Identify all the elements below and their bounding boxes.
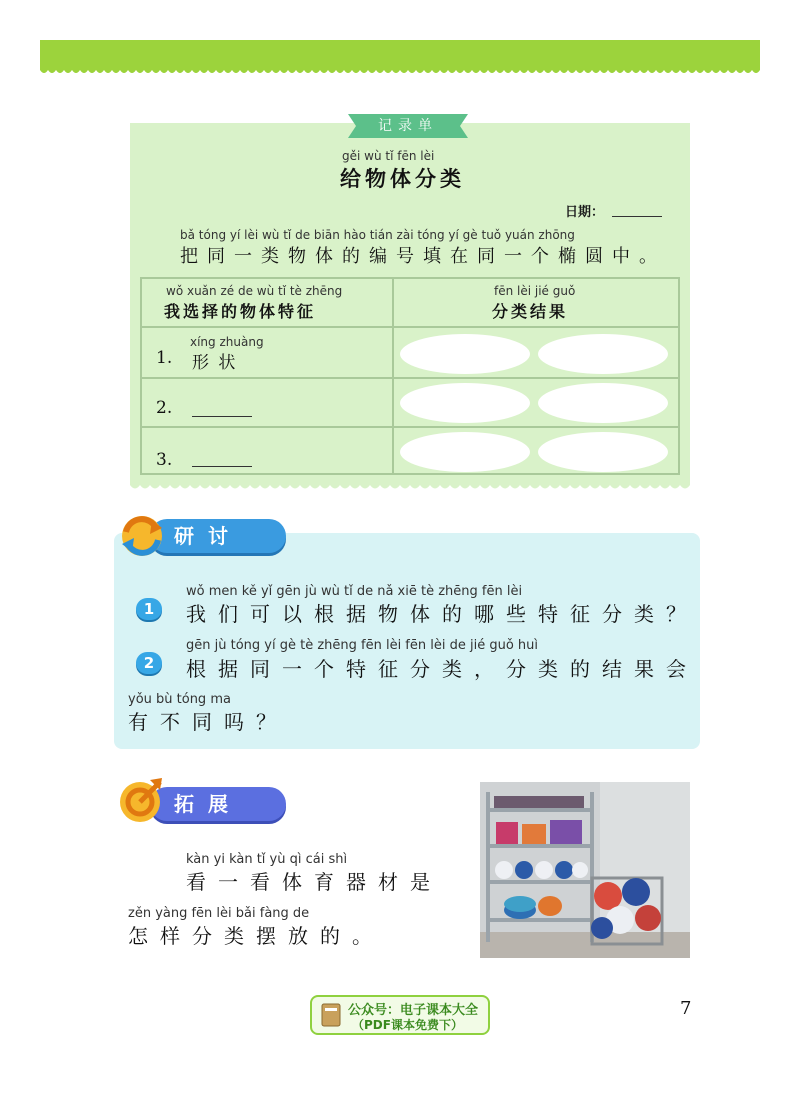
row-label-pinyin: xíng zhuàng — [190, 335, 264, 349]
question-2b-pinyin: yǒu bù tóng ma — [128, 692, 231, 707]
date-blank-line — [612, 216, 662, 217]
page-number: 7 — [680, 998, 692, 1019]
top-banner-scallop — [40, 66, 760, 76]
answer-oval[interactable] — [538, 334, 668, 374]
row-number: 2. — [156, 398, 173, 418]
question-1-text: 我们可以根据物体的哪些特征分类？ — [186, 602, 698, 626]
answer-oval[interactable] — [400, 383, 530, 423]
row-label: 形 状 — [192, 353, 238, 373]
expand-line1-pinyin: kàn yi kàn tǐ yù qì cái shì — [186, 852, 348, 867]
footer-badge-line1: 公众号：电子课本大全 — [348, 1003, 479, 1018]
answer-oval[interactable] — [538, 383, 668, 423]
question-1-pinyin: wǒ men kě yǐ gēn jù wù tǐ de nǎ xiē tè zhēng fēn lèi — [186, 584, 523, 599]
answer-oval[interactable] — [400, 432, 530, 472]
answer-oval[interactable] — [400, 334, 530, 374]
table-row-divider — [142, 426, 678, 428]
answer-oval[interactable] — [538, 432, 668, 472]
expand-line2-text: 怎样分类摆放的。 — [128, 924, 384, 948]
col2-header-pinyin: fēn lèi jié guǒ — [494, 284, 576, 298]
question-2b-text: 有不同吗？ — [128, 710, 288, 734]
row-number: 1. — [156, 348, 173, 368]
col1-header-pinyin: wǒ xuǎn zé de wù tǐ tè zhēng — [166, 284, 343, 298]
expand-line1-text: 看一看体育器材是 — [186, 870, 442, 894]
expand-heading: 拓展 — [150, 787, 286, 821]
record-sheet-scallop — [130, 482, 690, 492]
expand-arrow-icon — [116, 774, 168, 826]
row-number: 3. — [156, 450, 173, 470]
record-tag-label: 记录单 — [378, 118, 438, 134]
table-header-divider — [142, 326, 678, 328]
instruction-text: 把同一类物体的编号填在同一个椭圆中。 — [180, 246, 666, 267]
card-title-pinyin: gěi wù tǐ fēn lèi — [342, 149, 435, 163]
instruction-pinyin: bǎ tóng yí lèi wù tǐ de biān hào tián zài tóng yí gè tuǒ yuán zhōng — [180, 228, 575, 242]
col2-header: 分类结果 — [492, 302, 569, 321]
row-label-blank[interactable] — [192, 466, 252, 467]
question-2-badge: 2 — [136, 652, 162, 674]
card-title: 给物体分类 — [340, 167, 465, 191]
sports-equipment-photo — [480, 782, 690, 958]
col1-header: 我选择的物体特征 — [164, 302, 317, 321]
footer-watermark-badge — [310, 995, 490, 1035]
footer-badge-line2: （PDF课本免费下） — [352, 1018, 463, 1032]
refresh-arrows-icon — [116, 512, 168, 560]
discussion-heading: 研讨 — [150, 519, 286, 553]
row-label-blank[interactable] — [192, 416, 252, 417]
question-2-pinyin: gēn jù tóng yí gè tè zhēng fēn lèi fēn lèi de jié guǒ huì — [186, 638, 539, 653]
table-row-divider — [142, 377, 678, 379]
book-icon — [320, 1002, 342, 1028]
date-label: 日期： — [565, 205, 605, 220]
question-2-text: 根据同一个特征分类，分类的结果会 — [186, 657, 698, 681]
expand-line2-pinyin: zěn yàng fēn lèi bǎi fàng de — [128, 906, 310, 921]
question-1-badge: 1 — [136, 598, 162, 620]
